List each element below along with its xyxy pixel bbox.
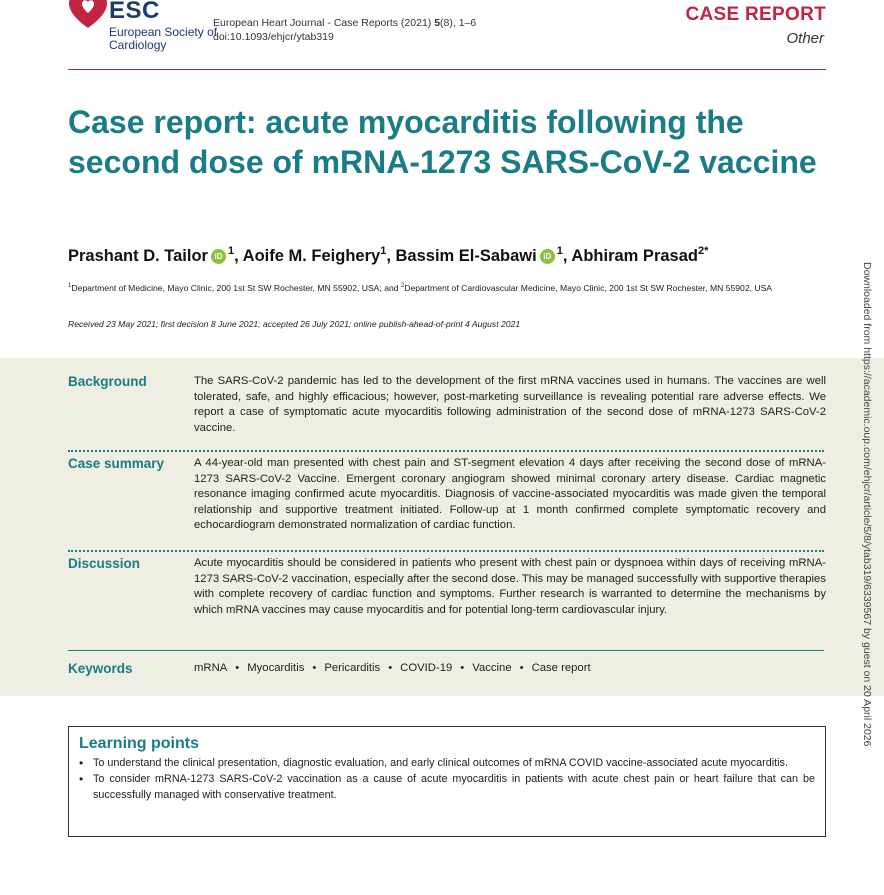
abstract-panel xyxy=(0,358,884,696)
author-name[interactable]: Aoife M. Feighery xyxy=(242,247,381,265)
author-separator: , xyxy=(562,247,572,265)
keyword-separator: • xyxy=(460,662,465,674)
keyword: Vaccine xyxy=(472,662,512,674)
journal-line-prefix: European Heart Journal - Case Reports (2021) xyxy=(213,17,435,29)
orcid-icon[interactable]: iD xyxy=(540,249,555,264)
article-title: Case report: acute myocarditis following the second dose of mRNA-1273 SARS-CoV-2 vaccine xyxy=(68,104,817,180)
keyword-separator: • xyxy=(388,662,393,674)
keyword: Case report xyxy=(531,662,591,674)
journal-line-suffix: (8), 1–6 xyxy=(440,17,477,29)
author-list xyxy=(68,245,708,266)
section-divider xyxy=(68,650,824,651)
author-separator: , xyxy=(234,247,243,265)
abstract-summary-label: Case summary xyxy=(68,456,165,471)
affiliations xyxy=(68,280,820,295)
abstract-background-label: Background xyxy=(68,374,147,389)
learning-point-item: • To understand the clinical presentation, diagnostic evaluation, and early clinical outcomes of mRNA COVID vaccine-associated acute myocarditis. xyxy=(79,755,815,771)
keyword-separator: • xyxy=(519,662,524,674)
author-affiliation-sup: 2* xyxy=(697,245,709,257)
keyword: COVID-19 xyxy=(400,662,453,674)
learning-point-item: • To consider mRNA-1273 SARS-CoV-2 vaccination as a cause of acute myocarditis in patients with acute chest pain or heart failure that can be successfully managed with conservative treatment. xyxy=(79,771,815,803)
keyword: mRNA xyxy=(194,662,228,674)
author-affiliation-sup: 1 xyxy=(380,245,387,257)
keyword-list xyxy=(194,662,591,674)
author-name[interactable]: Prashant D. Tailor xyxy=(68,247,208,265)
page-header xyxy=(68,0,826,70)
society-name: European Society of Cardiology xyxy=(109,25,218,52)
keyword-separator: • xyxy=(235,662,240,674)
journal-citation xyxy=(213,16,476,44)
affiliation-text: Department of Cardiovascular Medicine, Mayo Clinic, 200 1st St SW Rochester, MN 55902, USA xyxy=(404,282,773,293)
keyword: Myocarditis xyxy=(247,662,305,674)
author-affiliation-sup: 1 xyxy=(556,245,563,257)
esc-logo-wordmark: ESC xyxy=(109,0,160,24)
author-name[interactable]: Abhiram Prasad xyxy=(571,247,698,265)
orcid-icon[interactable]: iD xyxy=(211,249,226,264)
abstract-background-text: The SARS-CoV-2 pandemic has led to the development of the first mRNA vaccines used in humans. The vaccines are well tolerated, safe, and highly efficacious; however, post-marketing surveillance is revealing potential rare adverse effects. We report a case of symptomatic acute myocarditis following administration of the second dose of mRNA-1273 SARS-CoV-2 vaccine. xyxy=(194,375,826,434)
abstract-discussion-label: Discussion xyxy=(68,556,141,571)
keyword-separator: • xyxy=(312,662,317,674)
affiliation-sup: 1 xyxy=(68,283,72,289)
learning-points-box xyxy=(68,726,826,837)
affiliation-sup: 2 xyxy=(400,283,405,289)
journal-volume: 5 xyxy=(434,17,441,29)
doi[interactable]: doi:10.1093/ehjcr/ytab319 xyxy=(213,31,334,43)
author-affiliation-sup: 1 xyxy=(227,245,235,257)
download-watermark xyxy=(860,263,874,823)
section-divider xyxy=(68,550,824,552)
section-divider xyxy=(68,450,824,452)
article-category: Other xyxy=(786,30,824,47)
learning-points-heading: Learning points xyxy=(79,735,199,752)
abstract-keywords-label: Keywords xyxy=(68,661,133,676)
affiliation-text: Department of Medicine, Mayo Clinic, 200 1st St SW Rochester, MN 55902, USA; and xyxy=(71,282,401,293)
received-dates: Received 23 May 2021; first decision 8 June 2021; accepted 26 July 2021; online publish-ahead-of-print 4 August 2021 xyxy=(68,319,521,329)
author-name[interactable]: Bassim El-Sabawi xyxy=(395,247,537,265)
author-separator: , xyxy=(386,247,396,265)
keyword: Pericarditis xyxy=(324,662,381,674)
article-type: CASE REPORT xyxy=(685,4,826,25)
abstract-discussion-text: Acute myocarditis should be considered in patients who present with chest pain or dyspnoea within days of receiving mRNA-1273 SARS-CoV-2 vaccination, especially after the second dose. This may be managed successfully with supportive therapies with complete recovery of cardiac function and symptoms. Further research is warranted to determine the mechanisms by which mRNA vaccines may cause myocarditis and for potential long-term cardiovascular injury. xyxy=(194,557,826,616)
download-note[interactable]: Downloaded from https://academic.oup.com/ehjcr/article/5/8/ytab319/6339567 by guest on 20 April 2026 xyxy=(861,262,873,747)
abstract-summary-text: A 44-year-old man presented with chest pain and ST-segment elevation 4 days after receiving the second dose of mRNA-1273 SARS-CoV-2 Vaccine. Emergent coronary angiogram showed minimal coronary artery disease. Cardiac magnetic resonance imaging confirmed acute myocarditis. Diagnosis of vaccine-associated myocarditis was made given the temporal relationship and supportive treatment initiated. Follow-up at 1 month confirmed complete symptomatic recovery and echocardiogram demonstrated normalization of cardiac function. xyxy=(194,457,826,531)
esc-heart-logo-icon xyxy=(68,0,108,30)
